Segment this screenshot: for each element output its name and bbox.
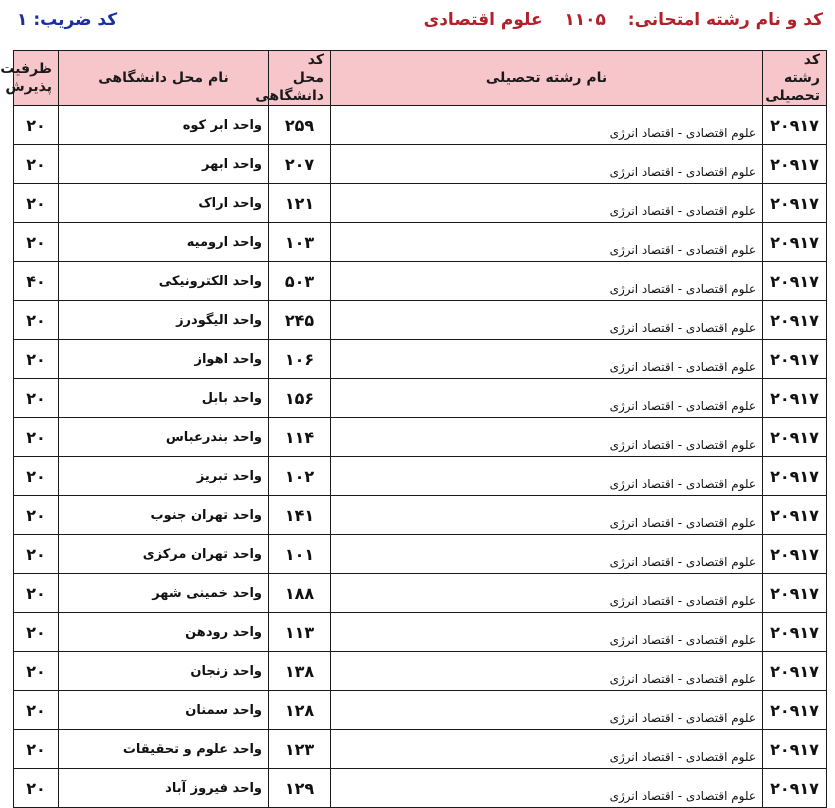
cell-capacity: ۲۰ xyxy=(14,691,59,730)
cell-capacity: ۲۰ xyxy=(14,769,59,808)
cell-major-code: ۲۰۹۱۷ xyxy=(763,340,827,379)
cell-capacity: ۲۰ xyxy=(14,418,59,457)
cell-capacity: ۲۰ xyxy=(14,184,59,223)
cell-location-name: واحد بابل xyxy=(59,379,269,418)
cell-location-name: واحد الیگودرز xyxy=(59,301,269,340)
cell-location-name: واحد ابهر xyxy=(59,145,269,184)
cell-major-name: علوم اقتصادی - اقتصاد انرژی xyxy=(331,496,763,535)
cell-location-code: ۲۴۵ xyxy=(269,301,331,340)
cell-major-code: ۲۰۹۱۷ xyxy=(763,652,827,691)
cell-major-code: ۲۰۹۱۷ xyxy=(763,730,827,769)
cell-capacity: ۲۰ xyxy=(14,496,59,535)
table-header-row xyxy=(14,51,827,106)
exam-label: کد و نام رشته امتحانی: xyxy=(627,10,823,30)
cell-location-name: واحد خمینی شهر xyxy=(59,574,269,613)
cell-location-name: واحد علوم و تحقیقات xyxy=(59,730,269,769)
table-row xyxy=(14,106,827,145)
col-header-capacity: ظرفیت پذیرش xyxy=(14,51,59,106)
table-row xyxy=(14,223,827,262)
cell-major-name: علوم اقتصادی - اقتصاد انرژی xyxy=(331,184,763,223)
cell-capacity: ۲۰ xyxy=(14,301,59,340)
table-row xyxy=(14,730,827,769)
cell-major-code: ۲۰۹۱۷ xyxy=(763,769,827,808)
table-row xyxy=(14,574,827,613)
cell-major-code: ۲۰۹۱۷ xyxy=(763,574,827,613)
cell-major-name: علوم اقتصادی - اقتصاد انرژی xyxy=(331,613,763,652)
cell-location-code: ۱۱۳ xyxy=(269,613,331,652)
cell-capacity: ۲۰ xyxy=(14,574,59,613)
col-header-location-code: کد محل دانشگاهی xyxy=(269,51,331,106)
coefficient-code xyxy=(17,10,117,30)
cell-location-name: واحد اهواز xyxy=(59,340,269,379)
cell-major-name: علوم اقتصادی - اقتصاد انرژی xyxy=(331,106,763,145)
cell-location-name: واحد رودهن xyxy=(59,613,269,652)
cell-major-name: علوم اقتصادی - اقتصاد انرژی xyxy=(331,769,763,808)
table-row xyxy=(14,418,827,457)
cell-location-code: ۱۰۳ xyxy=(269,223,331,262)
cell-major-code: ۲۰۹۱۷ xyxy=(763,496,827,535)
table-row xyxy=(14,535,827,574)
cell-location-name: واحد زنجان xyxy=(59,652,269,691)
cell-capacity: ۲۰ xyxy=(14,457,59,496)
exam-name: علوم اقتصادی xyxy=(423,10,543,30)
cell-location-code: ۱۲۹ xyxy=(269,769,331,808)
cell-major-name: علوم اقتصادی - اقتصاد انرژی xyxy=(331,340,763,379)
page-header xyxy=(17,6,823,34)
cell-capacity: ۲۰ xyxy=(14,613,59,652)
coef-value: ۱ xyxy=(17,10,28,30)
cell-location-name: واحد الکترونیکی xyxy=(59,262,269,301)
cell-location-code: ۱۲۱ xyxy=(269,184,331,223)
cell-capacity: ۲۰ xyxy=(14,379,59,418)
cell-major-name: علوم اقتصادی - اقتصاد انرژی xyxy=(331,691,763,730)
cell-location-code: ۱۰۱ xyxy=(269,535,331,574)
cell-capacity: ۴۰ xyxy=(14,262,59,301)
table-row xyxy=(14,262,827,301)
cell-major-code: ۲۰۹۱۷ xyxy=(763,691,827,730)
cell-location-code: ۵۰۳ xyxy=(269,262,331,301)
cell-capacity: ۲۰ xyxy=(14,106,59,145)
cell-location-code: ۲۵۹ xyxy=(269,106,331,145)
cell-location-code: ۱۴۱ xyxy=(269,496,331,535)
table-row xyxy=(14,340,827,379)
cell-major-code: ۲۰۹۱۷ xyxy=(763,418,827,457)
cell-capacity: ۲۰ xyxy=(14,535,59,574)
cell-major-name: علوم اقتصادی - اقتصاد انرژی xyxy=(331,301,763,340)
cell-major-name: علوم اقتصادی - اقتصاد انرژی xyxy=(331,418,763,457)
cell-location-code: ۲۰۷ xyxy=(269,145,331,184)
col-header-major-code: کد رشته تحصیلی xyxy=(763,51,827,106)
cell-location-name: واحد ارومیه xyxy=(59,223,269,262)
cell-location-code: ۱۵۶ xyxy=(269,379,331,418)
table-row xyxy=(14,145,827,184)
exam-title xyxy=(424,10,823,30)
cell-capacity: ۲۰ xyxy=(14,652,59,691)
cell-location-code: ۱۲۳ xyxy=(269,730,331,769)
cell-capacity: ۲۰ xyxy=(14,223,59,262)
cell-major-code: ۲۰۹۱۷ xyxy=(763,145,827,184)
cell-major-code: ۲۰۹۱۷ xyxy=(763,457,827,496)
cell-location-code: ۱۲۸ xyxy=(269,691,331,730)
cell-location-name: واحد اراک xyxy=(59,184,269,223)
col-header-major-name: نام رشته تحصیلی xyxy=(331,51,763,106)
cell-major-name: علوم اقتصادی - اقتصاد انرژی xyxy=(331,223,763,262)
cell-location-code: ۱۳۸ xyxy=(269,652,331,691)
cell-major-name: علوم اقتصادی - اقتصاد انرژی xyxy=(331,652,763,691)
table-row xyxy=(14,496,827,535)
cell-major-name: علوم اقتصادی - اقتصاد انرژی xyxy=(331,145,763,184)
cell-major-code: ۲۰۹۱۷ xyxy=(763,106,827,145)
table-row xyxy=(14,457,827,496)
cell-major-code: ۲۰۹۱۷ xyxy=(763,379,827,418)
cell-location-name: واحد تهران جنوب xyxy=(59,496,269,535)
cell-location-name: واحد فیروز آباد xyxy=(59,769,269,808)
cell-location-code: ۱۰۶ xyxy=(269,340,331,379)
cell-major-name: علوم اقتصادی - اقتصاد انرژی xyxy=(331,730,763,769)
coef-label: کد ضریب: xyxy=(33,10,118,30)
cell-major-code: ۲۰۹۱۷ xyxy=(763,535,827,574)
table-row xyxy=(14,652,827,691)
cell-location-name: واحد ابر کوه xyxy=(59,106,269,145)
cell-location-name: واحد تبریز xyxy=(59,457,269,496)
table-row xyxy=(14,613,827,652)
table-row xyxy=(14,184,827,223)
table-row xyxy=(14,379,827,418)
cell-major-name: علوم اقتصادی - اقتصاد انرژی xyxy=(331,457,763,496)
cell-major-code: ۲۰۹۱۷ xyxy=(763,301,827,340)
table-row xyxy=(14,301,827,340)
cell-location-name: واحد بندرعباس xyxy=(59,418,269,457)
cell-location-code: ۱۱۴ xyxy=(269,418,331,457)
cell-major-name: علوم اقتصادی - اقتصاد انرژی xyxy=(331,535,763,574)
cell-major-code: ۲۰۹۱۷ xyxy=(763,223,827,262)
table-row xyxy=(14,769,827,808)
cell-major-code: ۲۰۹۱۷ xyxy=(763,184,827,223)
exam-code: ۱۱۰۵ xyxy=(564,10,606,30)
cell-major-name: علوم اقتصادی - اقتصاد انرژی xyxy=(331,574,763,613)
table-row xyxy=(14,691,827,730)
col-header-location-name: نام محل دانشگاهی xyxy=(59,51,269,106)
cell-capacity: ۲۰ xyxy=(14,730,59,769)
cell-location-code: ۱۸۸ xyxy=(269,574,331,613)
majors-table xyxy=(0,50,827,808)
cell-capacity: ۲۰ xyxy=(14,145,59,184)
cell-location-code: ۱۰۲ xyxy=(269,457,331,496)
cell-location-name: واحد تهران مرکزی xyxy=(59,535,269,574)
cell-major-code: ۲۰۹۱۷ xyxy=(763,262,827,301)
cell-major-code: ۲۰۹۱۷ xyxy=(763,613,827,652)
cell-capacity: ۲۰ xyxy=(14,340,59,379)
cell-location-name: واحد سمنان xyxy=(59,691,269,730)
cell-major-name: علوم اقتصادی - اقتصاد انرژی xyxy=(331,379,763,418)
cell-major-name: علوم اقتصادی - اقتصاد انرژی xyxy=(331,262,763,301)
